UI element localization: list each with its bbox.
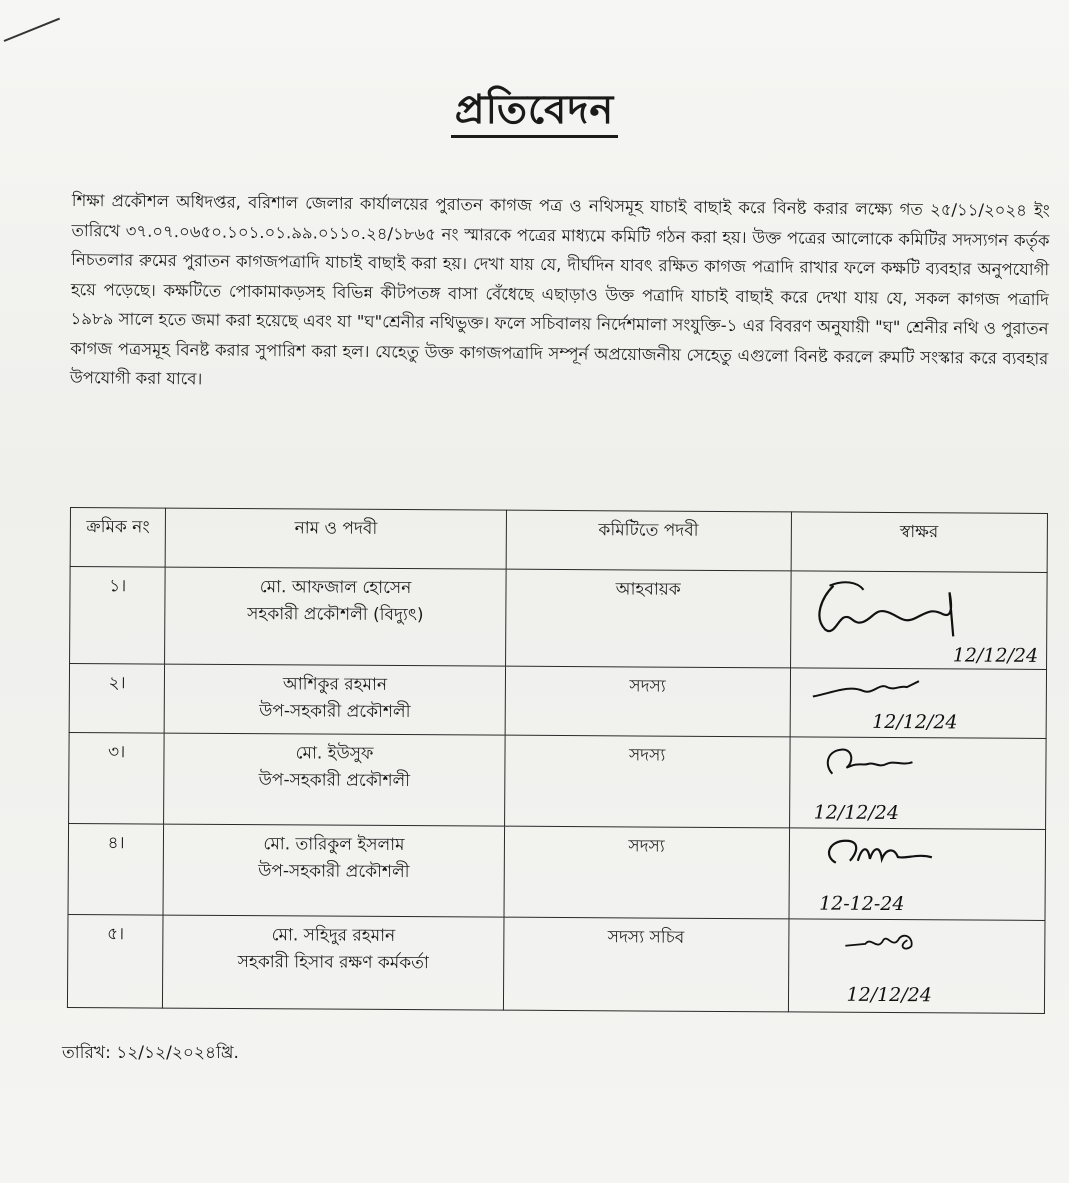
- header-serial: ক্রমিক নং: [70, 508, 166, 568]
- table-row: [68, 823, 1046, 920]
- row-role: সদস্য: [504, 826, 789, 919]
- header-signature: স্বাক্ষর: [791, 512, 1048, 573]
- row-role: সদস্য সচিব: [503, 917, 788, 1012]
- row-name-cell: [165, 567, 506, 666]
- signature-date: 12-12-24: [819, 892, 905, 916]
- handwritten-signature: [802, 925, 1032, 956]
- row-role: সদস্য: [505, 666, 790, 737]
- pen-mark: [4, 18, 60, 42]
- row-name-cell: [163, 824, 504, 917]
- row-serial: ৫।: [67, 914, 163, 1008]
- row-role: আহবায়ক: [505, 569, 790, 668]
- signature-date: 12/12/24: [846, 983, 932, 1007]
- member-designation: সহকারী প্রকৌশলী (বিদ্যুৎ): [247, 604, 424, 626]
- signature-date: 12/12/24: [872, 710, 958, 734]
- signature-cell: [789, 737, 1046, 830]
- member-designation: উপ-সহকারী প্রকৌশলী: [259, 701, 411, 723]
- table-row: [67, 914, 1045, 1013]
- row-name-cell: [164, 733, 505, 826]
- row-serial: ১।: [70, 567, 166, 665]
- report-body: শিক্ষা প্রকৌশল অধিদপ্তর, বরিশাল জেলার কার্যালয়ের পুরাতন কাগজ পত্র ও নথিসমূহ যাচাই বাছাই করে বিনষ্ট করার লক্ষ্যে গত ২৫/১১/২০২৪ ইং তারিখে ৩৭.০৭.০৬৫০.১০১.০১.৯৯.০১১০.২৪/১৮৬৫ নং স্মারকে পত্রের মাধ্যমে কমিটি গঠন করা হয়। উক্ত পত্রের আলোকে কমিটির সদস্যগন কর্তৃক নিচতলার রুমের পুরাতন কাগজপত্রাদি যাচাই বাছাই করা হয়। দেখা যায় যে, দীর্ঘদিন যাবৎ রক্ষিত কাগজ পত্রাদি রাখার ফলে কক্ষটি ব্যবহার অনুপযোগী হয়ে পড়েছে। কক্ষটিতে পোকামাকড়সহ বিভিন্ন কীটপতঙ্গ বাসা বেঁধেছে এছাড়াও উক্ত পত্রাদি যাচাই বাছাই করে দেখা যায় যে, সকল কাগজ পত্রাদি ১৯৮৯ সালে হতে জমা করা হয়েছে এবং যা "ঘ"শ্রেনীর নথিভুক্ত। ফলে সচিবালয় নির্দেশমালা সংযুক্তি-১ এর বিবরণ অনুযায়ী "ঘ" শ্রেনীর নথি ও পুরাতন কাগজ পত্রসমূহ বিনষ্ট করার সুপারিশ করা হল। যেহেতু উক্ত কাগজপত্রাদি সম্পূর্ন অপ্রয়োজনীয় সেহেতু এগুলো বিনষ্ট করলে রুমটি সংস্কার করে ব্যবহার উপযোগী করা যাবে।: [69, 190, 1050, 389]
- signature-cell: [790, 668, 1047, 739]
- handwritten-signature: [802, 834, 1032, 871]
- signature-cell: [790, 571, 1047, 670]
- header-name: নাম ও পদবী: [165, 508, 506, 569]
- member-designation: সহকারী হিসাব রক্ষণ কর্মকর্তা: [237, 952, 429, 974]
- signature-date: 12/12/24: [952, 644, 1039, 667]
- header-role: কমিটিতে পদবী: [506, 510, 791, 571]
- row-name-cell: [163, 915, 504, 1010]
- row-name-cell: [164, 664, 505, 735]
- member-designation: উপ-সহকারী প্রকৌশলী: [258, 770, 411, 792]
- handwritten-signature: [803, 577, 1033, 648]
- table-row: [69, 664, 1046, 739]
- document-title: [0, 78, 1069, 145]
- member-name: মো. আফজাল হোসেন: [259, 577, 412, 599]
- table-row: [69, 732, 1047, 829]
- row-role: সদস্য: [504, 735, 789, 828]
- signature-date: 12/12/24: [813, 801, 900, 825]
- row-serial: ৩।: [69, 732, 165, 824]
- title-text: প্রতিবেদন: [451, 87, 619, 138]
- member-designation: উপ-সহকারী প্রকৌশলী: [258, 861, 410, 883]
- table-header-row: [70, 508, 1047, 573]
- committee-table: [67, 507, 1048, 1014]
- handwritten-signature: [803, 674, 1033, 705]
- signature-cell: [789, 828, 1046, 921]
- member-name: মো. ইউসুফ: [295, 743, 374, 764]
- table-row: [70, 567, 1048, 670]
- member-name: মো. সহিদুর রহমান: [271, 925, 396, 946]
- member-name: আশিকুর রহমান: [282, 674, 388, 695]
- handwritten-signature: [803, 743, 1033, 780]
- row-serial: ২।: [69, 664, 165, 734]
- row-serial: ৪।: [68, 823, 164, 915]
- member-name: মো. তারিকুল ইসলাম: [263, 834, 405, 856]
- report-date: তারিখ: ১২/১২/২০২৪খ্রি.: [62, 1043, 239, 1063]
- signature-cell: [788, 919, 1045, 1014]
